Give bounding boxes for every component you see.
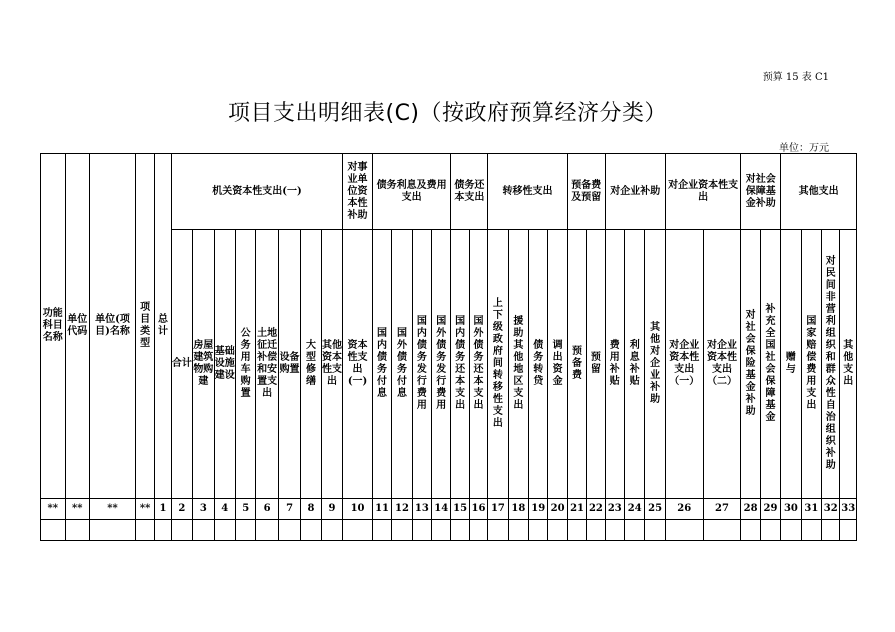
- data-cell: [529, 520, 548, 541]
- data-cell: [548, 520, 567, 541]
- data-cell: [801, 520, 821, 541]
- data-cell: [372, 520, 391, 541]
- subheader: 土地征迁补偿和安置支出: [256, 230, 278, 499]
- data-cell: [840, 520, 857, 541]
- subheader: 赠与: [781, 230, 801, 499]
- subheader: 其他支出: [840, 230, 857, 499]
- column-number: 24: [624, 499, 644, 520]
- data-cell: [41, 520, 66, 541]
- data-cell: [171, 520, 192, 541]
- column-number: 11: [372, 499, 391, 520]
- data-cell: [214, 520, 235, 541]
- column-number: 28: [741, 499, 760, 520]
- group-header: 对企业补助: [605, 154, 665, 230]
- data-cell: [703, 520, 741, 541]
- form-code: 预算 15 表 C1: [762, 72, 829, 83]
- column-number: 32: [822, 499, 840, 520]
- column-number: 27: [703, 499, 741, 520]
- column-number: 2: [171, 499, 192, 520]
- unit-label: 单位：万元: [779, 143, 829, 154]
- group-header: 转移性支出: [488, 154, 568, 230]
- column-number: 31: [801, 499, 821, 520]
- subheader: 预备费: [567, 230, 586, 499]
- data-cell: [278, 520, 300, 541]
- data-cell: [665, 520, 703, 541]
- column-number: 20: [548, 499, 567, 520]
- column-number: 14: [432, 499, 451, 520]
- data-row: [41, 520, 857, 541]
- subheader: 费用补贴: [605, 230, 624, 499]
- subheader: 公务用车购置: [235, 230, 255, 499]
- subheader: 援助其他地区支出: [508, 230, 528, 499]
- data-cell: [567, 520, 586, 541]
- page-title: 项目支出明细表(C)（按政府预算经济分类）: [227, 101, 668, 126]
- subheader: 上下级政府间转移性支出: [488, 230, 508, 499]
- column-number: 23: [605, 499, 624, 520]
- data-cell: [135, 520, 154, 541]
- subheader: 利息补贴: [624, 230, 644, 499]
- column-number: 16: [469, 499, 487, 520]
- group-header: 债务还本支出: [451, 154, 488, 230]
- data-cell: [488, 520, 508, 541]
- group-header: 机关资本性支出(一): [171, 154, 343, 230]
- subheader: 对企业资本性支出（二）: [703, 230, 741, 499]
- column-number: **: [135, 499, 154, 520]
- data-cell: [321, 520, 343, 541]
- group-header: 债务利息及费用支出: [372, 154, 451, 230]
- data-cell: [781, 520, 801, 541]
- subheader: 预留: [587, 230, 605, 499]
- subheader: 国内债务发行费用: [412, 230, 431, 499]
- column-number: 15: [451, 499, 469, 520]
- column-number: 7: [278, 499, 300, 520]
- column-number-row: [41, 499, 857, 520]
- header-unit-code: 单位代码: [65, 154, 90, 499]
- group-header: 对社会保障基金补助: [741, 154, 781, 230]
- subheader: 合计: [171, 230, 192, 499]
- column-number: 12: [392, 499, 412, 520]
- subheader: 对企业资本性支出（一）: [665, 230, 703, 499]
- subheader: 国外债务付息: [392, 230, 412, 499]
- column-number: 10: [343, 499, 373, 520]
- header-func-name: 功能科目名称: [41, 154, 66, 499]
- column-number: **: [41, 499, 66, 520]
- subheader: 大型修缮: [301, 230, 321, 499]
- header-project-type: 项目类型: [135, 154, 154, 499]
- data-cell: [624, 520, 644, 541]
- group-header: 预备费及预留: [567, 154, 605, 230]
- column-number: 3: [193, 499, 214, 520]
- column-number: 6: [256, 499, 278, 520]
- data-cell: [822, 520, 840, 541]
- data-cell: [469, 520, 487, 541]
- data-cell: [587, 520, 605, 541]
- subheader: 资本性支出(一): [343, 230, 373, 499]
- column-number: 4: [214, 499, 235, 520]
- column-number: 22: [587, 499, 605, 520]
- data-cell: [645, 520, 665, 541]
- data-cell: [741, 520, 760, 541]
- column-number: 30: [781, 499, 801, 520]
- subheader: 其他对企业补助: [645, 230, 665, 499]
- column-number: 21: [567, 499, 586, 520]
- subheader: 国家赔偿费用支出: [801, 230, 821, 499]
- data-cell: [65, 520, 90, 541]
- column-number: 26: [665, 499, 703, 520]
- column-number: 13: [412, 499, 431, 520]
- subheader: 对社会保险基金补助: [741, 230, 760, 499]
- subheader: 国内债务付息: [372, 230, 391, 499]
- column-number: 1: [155, 499, 171, 520]
- column-number: 5: [235, 499, 255, 520]
- column-number: 18: [508, 499, 528, 520]
- data-cell: [392, 520, 412, 541]
- subheader: 房屋建筑物购建: [193, 230, 214, 499]
- subheader: 债务转贷: [529, 230, 548, 499]
- column-number: 29: [760, 499, 780, 520]
- data-cell: [155, 520, 171, 541]
- column-number: **: [65, 499, 90, 520]
- group-header: 对事业单位资本性补助: [343, 154, 373, 230]
- group-header: 其他支出: [781, 154, 857, 230]
- subheader: 国外债务还本支出: [469, 230, 487, 499]
- column-number: 17: [488, 499, 508, 520]
- subheader: 设备购置: [278, 230, 300, 499]
- subheader: 基础设施建设: [214, 230, 235, 499]
- header-unit-name: 单位(项目)名称: [90, 154, 136, 499]
- expenditure-table: [40, 153, 857, 541]
- data-cell: [760, 520, 780, 541]
- subheader: 补充全国社会保障基金: [760, 230, 780, 499]
- subheader: 国内债务还本支出: [451, 230, 469, 499]
- column-number: 33: [840, 499, 857, 520]
- data-cell: [301, 520, 321, 541]
- data-cell: [256, 520, 278, 541]
- column-number: 25: [645, 499, 665, 520]
- data-cell: [412, 520, 431, 541]
- column-number: 9: [321, 499, 343, 520]
- data-cell: [432, 520, 451, 541]
- subheader: 调出资金: [548, 230, 567, 499]
- data-cell: [605, 520, 624, 541]
- group-header: 对企业资本性支出: [665, 154, 741, 230]
- column-number: 19: [529, 499, 548, 520]
- data-cell: [90, 520, 136, 541]
- column-number: **: [90, 499, 136, 520]
- column-number: 8: [301, 499, 321, 520]
- subheader: 其他资本性支出: [321, 230, 343, 499]
- subheader: 对民间非营利组织和群众性自治组织补助: [822, 230, 840, 499]
- header-total: 总计: [155, 154, 171, 499]
- subheader: 国外债务发行费用: [432, 230, 451, 499]
- data-cell: [193, 520, 214, 541]
- data-cell: [451, 520, 469, 541]
- data-cell: [508, 520, 528, 541]
- data-cell: [343, 520, 373, 541]
- data-cell: [235, 520, 255, 541]
